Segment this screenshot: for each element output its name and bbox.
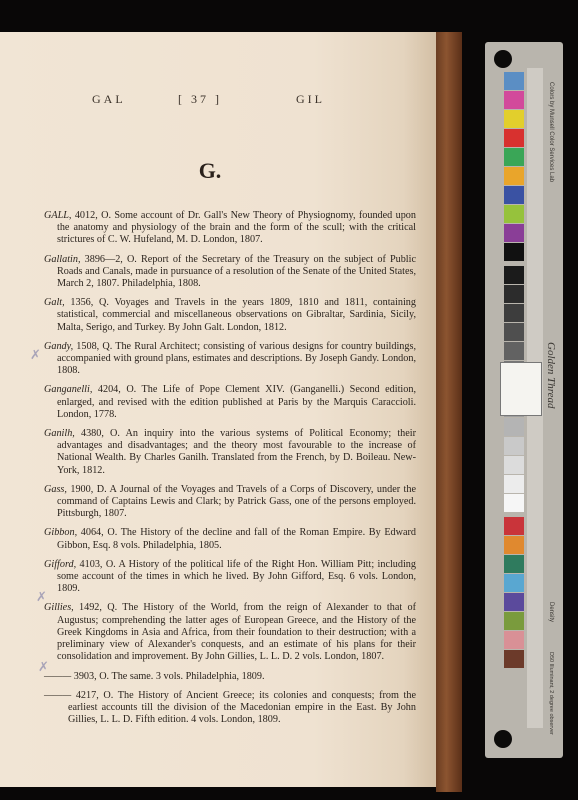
- catalog-entry: [44, 602, 416, 663]
- catalog-entry: [44, 527, 416, 551]
- catalog-entry: [44, 484, 416, 521]
- gray-swatch: [504, 456, 524, 474]
- color-swatch: [504, 129, 524, 147]
- entry-text: 4217, O. The History of Ancient Greece; its colonies and conquests; from the earliest accounts till the division of the Macedonian empire in the East. By John Gillies, L. L. D. Fifth edition. 4 vols. London, 1809.: [68, 689, 416, 726]
- catalog-entry: [44, 210, 416, 247]
- entry-headword: Ganganelli,: [44, 384, 93, 396]
- target-brand: Golden Thread: [545, 342, 557, 409]
- entry-headword: Gallatin,: [44, 253, 81, 265]
- entry-headword: Galt,: [44, 297, 65, 309]
- color-swatch: [504, 167, 524, 185]
- color-swatch: [504, 72, 524, 90]
- entry-text: 3896—2, O. Report of the Secretary of the Treasury on the subject of Public Roads and Canals, made in pursuance of a resolution of the Senate of the United States, March 2, 1807. Philadelphia, 1808.: [57, 253, 416, 290]
- header-right: GIL: [296, 92, 325, 106]
- book-spine: [436, 32, 462, 792]
- header-left: GAL: [92, 92, 126, 106]
- color-swatch: [504, 555, 524, 573]
- entry-text: 1356, Q. Voyages and Travels in the years 1809, 1810 and 1811, containing statistical, commercial and miscellaneous observations on Gibraltar, Sardinia, Sicily, Malta, Serigo, and Turkey. By John Galt. London, 1812.: [57, 297, 416, 333]
- gray-swatch: [504, 285, 524, 303]
- target-density-label: Density: [548, 602, 554, 623]
- target-hole: [494, 50, 512, 68]
- color-swatch: [504, 205, 524, 223]
- entry-text: 4380, O. An inquiry into the various systems of Political Economy; their advantages and disadvantages; and the theory most favourable to the increase of National Wealth. By Charles Ganilh. Translated from the French, by D. Boileau. New-York, 1812.: [57, 428, 416, 476]
- color-swatch: [504, 148, 524, 166]
- entry-text: 1900, D. A Journal of the Voyages and Travels of a Corps of Discovery, under the command of Captains Lewis and Clark; by Patrick Gass, one of the persons employed. Pittsburgh, 1807.: [57, 483, 416, 520]
- entry-headword: ———: [44, 670, 72, 682]
- color-swatch: [504, 574, 524, 592]
- pencil-mark: ✗: [36, 590, 47, 605]
- catalog-entry: [44, 671, 416, 683]
- entry-headword: Gifford,: [44, 558, 77, 570]
- target-top-label: Colors by Munsell Color Services Lab: [548, 82, 554, 183]
- catalog-entry: [44, 341, 416, 378]
- color-swatch: [504, 243, 524, 261]
- section-letter: G.: [198, 158, 222, 183]
- color-swatch: [504, 186, 524, 204]
- page-number: [ 37 ]: [178, 92, 222, 106]
- gray-swatch: [504, 437, 524, 455]
- entry-headword: Gillies,: [44, 602, 74, 614]
- gray-swatch: [504, 342, 524, 360]
- color-swatch: [504, 536, 524, 554]
- catalog-entry: [44, 297, 416, 334]
- gray-swatch: [504, 475, 524, 493]
- entry-headword: ———: [44, 689, 72, 701]
- color-swatch: [504, 593, 524, 611]
- ruler-tab: [500, 362, 542, 416]
- entry-headword: Gibbon,: [44, 527, 78, 539]
- color-swatch: [504, 631, 524, 649]
- entry-text: 3903, O. The same. 3 vols. Philadelphia, 1809.: [71, 670, 265, 682]
- color-swatch: [504, 517, 524, 535]
- gray-swatch: [504, 266, 524, 284]
- target-bottom-note: D50 Illuminant, 2 degree observer: [548, 652, 554, 735]
- color-swatch: [504, 612, 524, 630]
- pencil-mark: ✗: [30, 348, 41, 363]
- catalog-entry: [44, 254, 416, 291]
- catalog-entries: [44, 210, 416, 733]
- color-swatch: [504, 224, 524, 242]
- entry-text: 4204, O. The Life of Pope Clement XIV. (Ganganelli.) Second edition, enlarged, and revised with the edition published at Paris by the Marquis Caraccioli. London, 1778.: [57, 384, 416, 420]
- catalog-entry: [44, 559, 416, 596]
- catalog-entry: [44, 384, 416, 421]
- entry-text: 1508, Q. The Rural Architect; consisting of various designs for country buildings, accompanied with ground plans, estimates and descriptions. By Joseph Gandy. London, 1808.: [57, 340, 416, 377]
- target-hole: [494, 730, 512, 748]
- catalog-entry: [44, 690, 416, 727]
- catalog-entry: [44, 428, 416, 477]
- gray-swatch: [504, 418, 524, 436]
- entry-headword: GALL,: [44, 210, 72, 221]
- entry-text: 4064, O. The History of the decline and fall of the Roman Empire. By Edward Gibbon, Esq. 8 vols. Philadelphia, 1805.: [57, 527, 416, 551]
- color-swatch: [504, 650, 524, 668]
- entry-headword: Gass,: [44, 483, 67, 495]
- color-swatch: [504, 91, 524, 109]
- color-swatch: [504, 110, 524, 128]
- gray-swatch: [504, 494, 524, 512]
- entry-headword: Gandy,: [44, 340, 74, 352]
- entry-text: 1492, Q. The History of the World, from the reign of Alexander to that of Augustus; comprehending the latter ages of European Greece, and the History of the Greek Kingdoms in Asia and Africa, from their foundation to their destruction; with a preliminary view of Alexander's conquests, and an estimate of his plans for their consolidation and improvement. By John Gillies, L. L. D. 2 vols. London, 1807.: [57, 602, 416, 663]
- pencil-mark: ✗: [38, 660, 49, 675]
- entry-text: 4103, O. A History of the political life of the Right Hon. William Pitt; including some account of the times in which he lived. By John Gifford, Esq. 6 vols. London, 1809.: [57, 558, 416, 595]
- entry-text: 4012, O. Some account of Dr. Gall's New Theory of Physiognomy, founded upon the anatomy and physiology of the brain and the form of the scull; with the critical strictures of C. W. Hufeland, M. D. London, 1807.: [57, 210, 416, 246]
- entry-headword: Ganilh,: [44, 428, 75, 440]
- gray-swatch: [504, 323, 524, 341]
- gray-swatch: [504, 304, 524, 322]
